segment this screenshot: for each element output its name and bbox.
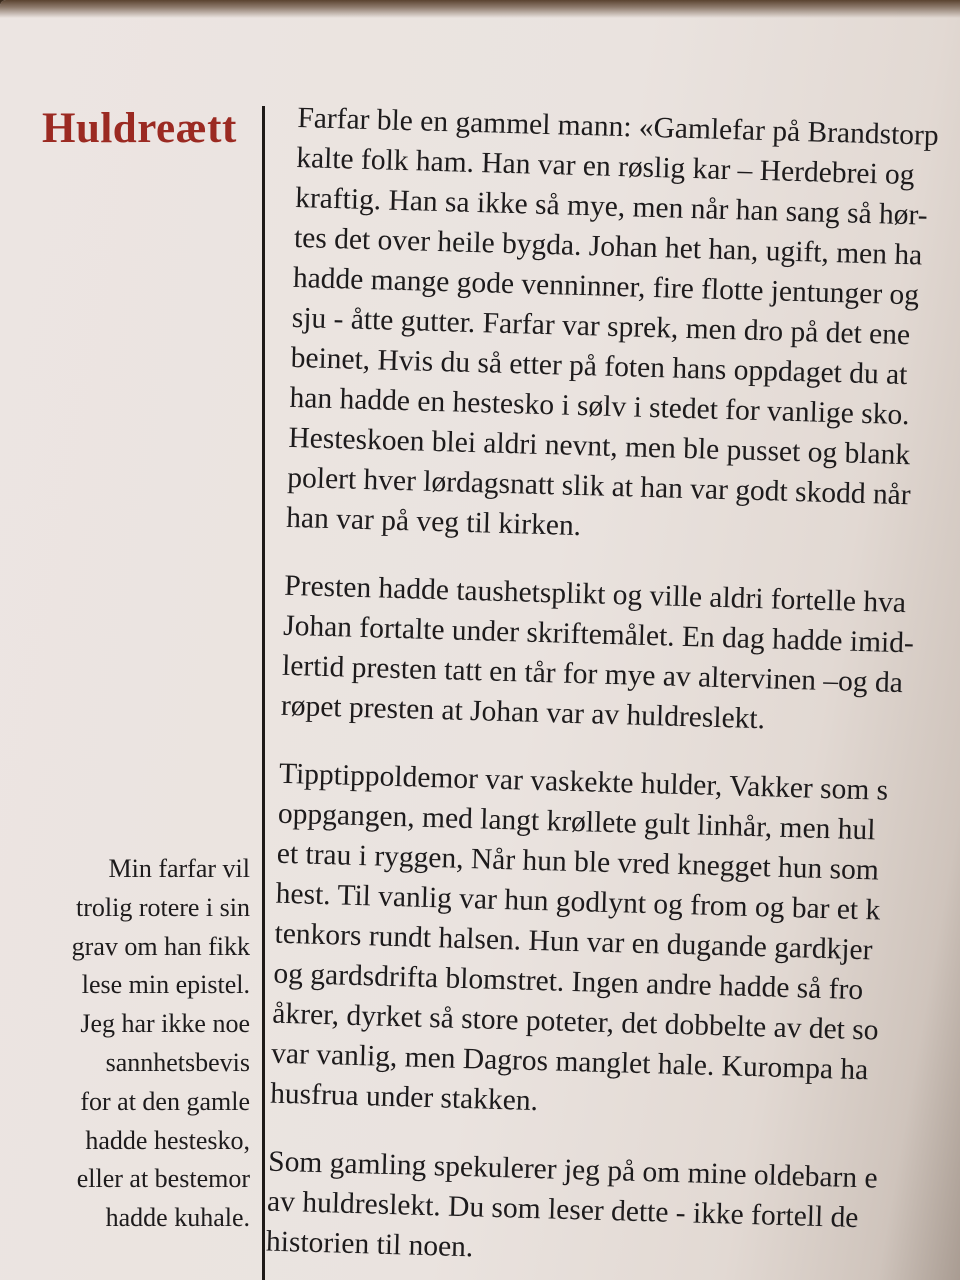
text-line: han var på veg til kirken. (285, 501, 582, 543)
page-top-edge (0, 0, 960, 18)
chapter-title: Huldreætt (42, 105, 237, 152)
text-line: og gardsdrifta blomstret. Ingen andre hadde så fro (273, 957, 864, 1007)
text-line: Farfar ble en gammel mann: «Gamlefar på Brandstorp (296, 101, 940, 152)
text-line: Tipptippoldemor var vaskekte hulder, Vakker som s (278, 757, 889, 807)
text-line: polert hver lørdagsnatt slik at han var godt skodd når (286, 461, 912, 512)
paragraph-1 (286, 98, 960, 557)
margin-note-line: sannhetsbevis (105, 1047, 250, 1077)
text-line: lertid presten tatt en tår for mye av altervinen –og da (281, 649, 904, 700)
text-line: sju - åtte gutter. Farfar var sprek, men dro på det ene (291, 301, 911, 352)
text-line: historien til noen. (265, 1225, 474, 1264)
text-line: tes det over heile bygda. Johan het han, ugift, men ha (293, 221, 923, 272)
text-line: Johan fortalte under skriftemålet. En dag hadde imid- (282, 609, 915, 660)
margin-note-line: for at den gamle (80, 1086, 250, 1116)
text-line: av huldreslekt. Du som leser dette - ikke fortell de (266, 1185, 859, 1235)
text-line: Presten hadde taushetsplikt og ville aldri fortelle hva (283, 569, 907, 620)
margin-note-line: lese min epistel. (81, 970, 250, 1000)
text-line: Hesteskoen blei aldri nevnt, men ble pusset og blank (288, 421, 911, 472)
margin-note-line: Jeg har ikke noe (80, 1009, 250, 1039)
paragraph-3 (270, 754, 960, 1133)
margin-note-line: Min farfar vil (108, 854, 250, 883)
text-line: Som gamling spekulerer jeg på om mine oldebarn e (267, 1145, 879, 1195)
column-divider (262, 106, 265, 1280)
paragraph-2 (280, 566, 960, 745)
text-line: husfrua under stakken. (269, 1077, 539, 1118)
margin-note-line: hadde kuhale. (105, 1203, 250, 1233)
text-line: var vanlig, men Dagros manglet hale. Kurompa ha (270, 1037, 869, 1087)
text-line: hadde mange gode venninner, fire flotte jentunger og (292, 261, 920, 312)
text-line: et trau i ryggen, Når hun ble vred knegget hun som (276, 837, 880, 887)
margin-note-line: hadde hestesko, (85, 1125, 250, 1155)
margin-note-line: eller at bestemor (76, 1164, 250, 1194)
text-line: oppgangen, med langt krøllete gult linhår, men hul (277, 797, 876, 847)
margin-note-line: trolig rotere i sin (75, 892, 250, 922)
text-line: han hadde en hestesko i sølv i stedet for vanlige sko. (289, 381, 911, 432)
margin-note-line: grav om han fikk (71, 931, 250, 961)
text-line: kraftig. Han sa ikke så mye, men når han sang så hør- (294, 181, 929, 232)
text-line: røpet presten at Johan var av huldreslekt. (280, 689, 766, 736)
text-line: beinet, Hvis du så etter på foten hans oppdaget du at (290, 341, 908, 392)
text-line: hest. Til vanlig var hun godlynt og from og bar et k (275, 877, 881, 927)
main-text (265, 98, 960, 1280)
margin-note (18, 850, 250, 1238)
text-line: kalte folk ham. Han var en røslig kar – Herdebrei og (295, 141, 915, 192)
text-line: tenkors rundt halsen. Hun var en dugande gardkjer (274, 917, 873, 967)
paragraph-4 (265, 1142, 960, 1280)
text-line: åkrer, dyrket så store poteter, det dobbelte av det so (271, 997, 879, 1047)
